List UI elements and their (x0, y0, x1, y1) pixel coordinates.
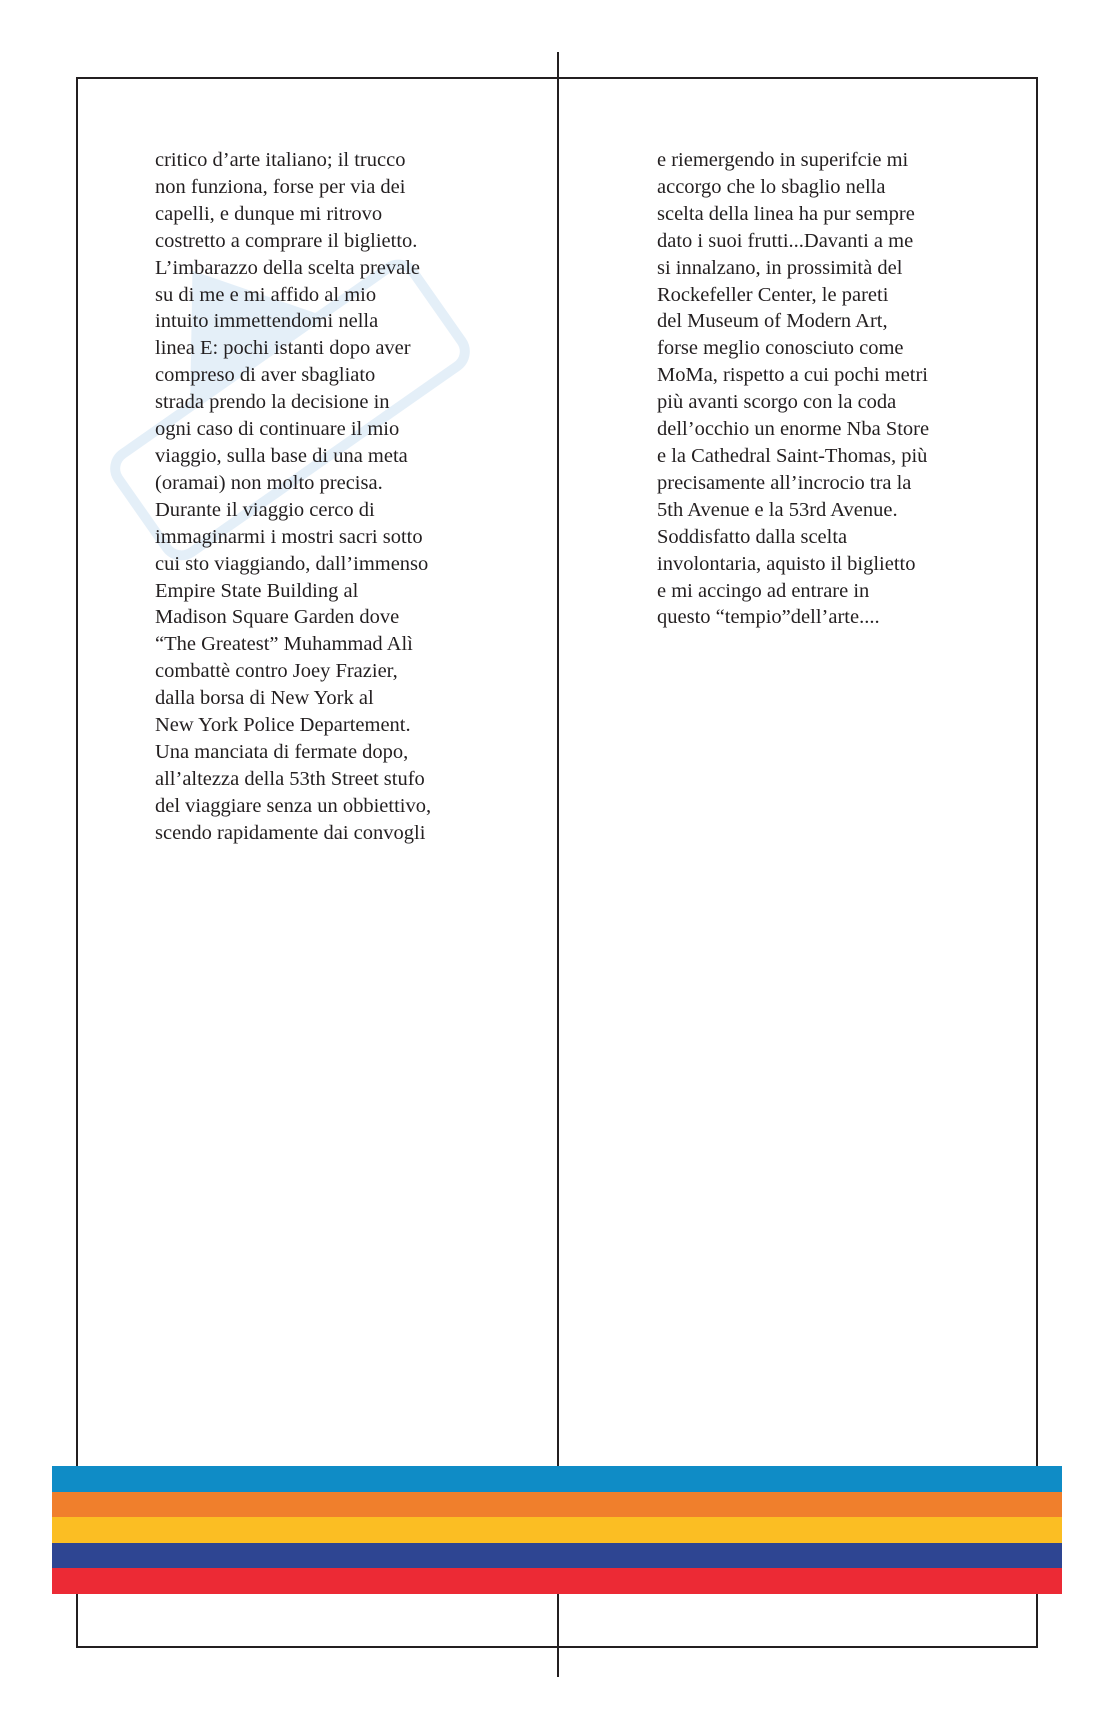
text-line: compreso di aver sbagliato (155, 364, 376, 387)
text-line: accorgo che lo sbaglio nella (657, 175, 886, 198)
text-line: si innalzano, in prossimità del (657, 256, 903, 279)
color-stripe (52, 1568, 1062, 1594)
text-line: ogni caso di continuare il mio (155, 418, 400, 441)
text-line: Madison Square Garden dove (155, 606, 400, 629)
text-line: più avanti scorgo con la coda (657, 391, 897, 414)
text-line: MoMa, rispetto a cui pochi metri (657, 364, 928, 387)
text-line: all’altezza della 53th Street stufo (155, 767, 425, 790)
text-line: involontaria, aquisto il biglietto (657, 552, 916, 575)
color-stripe (52, 1466, 1062, 1492)
text-line: scelta della linea ha pur sempre (657, 202, 915, 225)
text-line: forse meglio conosciuto come (657, 337, 904, 360)
text-line: cui sto viaggiando, dall’immenso (155, 552, 429, 575)
text-column-left (155, 147, 485, 847)
fold-line (557, 52, 559, 1677)
text-line: precisamente all’incrocio tra la (657, 471, 912, 494)
text-line: dato i suoi frutti...Davanti a me (657, 229, 914, 252)
color-stripe (52, 1543, 1062, 1569)
text-line: questo “tempio”dell’arte.... (657, 606, 880, 629)
text-line: costretto a comprare il biglietto. (155, 229, 418, 252)
text-line: del viaggiare senza un obbiettivo, (155, 794, 432, 817)
text-line: Rockefeller Center, le pareti (657, 283, 889, 306)
color-stripes (52, 1466, 1062, 1594)
text-line: non funziona, forse per via dei (155, 175, 406, 198)
text-line: e mi accingo ad entrare in (657, 579, 870, 602)
text-line: (oramai) non molto precisa. (155, 471, 383, 494)
text-line: L’imbarazzo della scelta prevale (155, 256, 421, 279)
text-line: linea E: pochi istanti dopo aver (155, 337, 411, 360)
text-line: Una manciata di fermate dopo, (155, 740, 409, 763)
text-line: dalla borsa di New York al (155, 687, 374, 710)
text-line: immaginarmi i mostri sacri sotto (155, 525, 423, 548)
color-stripe (52, 1492, 1062, 1518)
text-line: Empire State Building al (155, 579, 359, 602)
text-line: capelli, e dunque mi ritrovo (155, 202, 383, 225)
text-line: New York Police Departement. (155, 714, 411, 737)
text-line: 5th Avenue e la 53rd Avenue. (657, 498, 898, 521)
text-line: strada prendo la decisione in (155, 391, 390, 414)
text-column-right (657, 147, 987, 631)
text-line: e riemergendo in superifcie mi (657, 149, 909, 171)
text-line: Soddisfatto dalla scelta (657, 525, 848, 548)
text-line: e la Cathedral Saint-Thomas, più (657, 444, 928, 467)
text-line: “The Greatest” Muhammad Alì (155, 633, 413, 656)
text-line: dell’occhio un enorme Nba Store (657, 418, 930, 441)
text-line: critico d’arte italiano; il trucco (155, 149, 406, 171)
text-line: combattè contro Joey Frazier, (155, 660, 398, 683)
text-line: del Museum of Modern Art, (657, 310, 888, 333)
text-line: Durante il viaggio cerco di (155, 498, 375, 521)
text-line: intuito immettendomi nella (155, 310, 379, 333)
text-line: su di me e mi affido al mio (155, 283, 377, 306)
color-stripe (52, 1517, 1062, 1543)
text-line: scendo rapidamente dai convogli (155, 821, 426, 844)
text-line: viaggio, sulla base di una meta (155, 444, 408, 467)
